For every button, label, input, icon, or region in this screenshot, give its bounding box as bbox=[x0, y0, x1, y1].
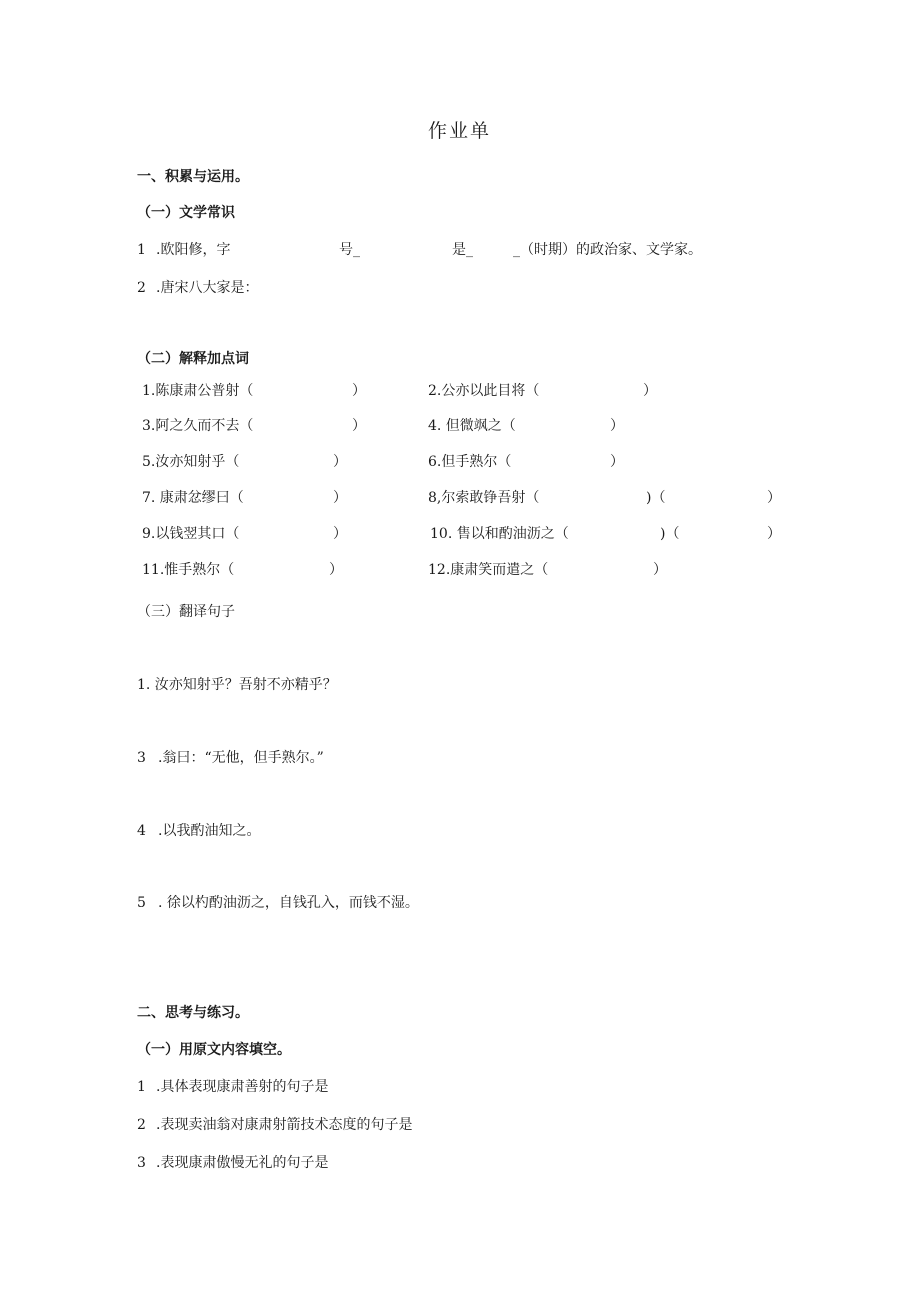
section-explain-words-heading: （二）解释加点词 bbox=[137, 351, 249, 367]
explain-item-11: 11.惟手熟尔（ bbox=[142, 562, 235, 578]
explain-item-9-close: ） bbox=[333, 526, 347, 542]
explain-item-1: 1.陈康肃公普射（ bbox=[142, 383, 254, 399]
q1-text-a: .欧阳修，字 bbox=[156, 242, 231, 258]
explain-item-8-mid: )（ bbox=[646, 490, 666, 506]
explain-item-6-close: ） bbox=[610, 454, 624, 470]
fill-item-3-number: 3 bbox=[137, 1155, 146, 1171]
translate-item-3-number: 3 bbox=[137, 750, 146, 766]
explain-item-8: 8,尔索敢铮吾射（ bbox=[428, 490, 540, 506]
section-translate-heading: （三）翻译句子 bbox=[137, 604, 235, 620]
fill-item-1: .具体表现康肃善射的句子是 bbox=[156, 1079, 329, 1095]
explain-item-7-close: ） bbox=[333, 490, 347, 506]
explain-item-7: 7. 康肃忿缪曰（ bbox=[142, 490, 244, 506]
explain-item-11-close: ） bbox=[329, 562, 343, 578]
explain-item-5: 5.汝亦知射乎（ bbox=[142, 454, 240, 470]
translate-item-4-number: 4 bbox=[137, 823, 146, 839]
explain-item-3-close: ） bbox=[352, 418, 366, 434]
explain-item-3: 3.阿之久而不去（ bbox=[142, 418, 254, 434]
translate-item-5-number: 5 bbox=[137, 895, 146, 911]
translate-item-5: . 徐以杓酌油沥之，自钱孔入，而钱不湿。 bbox=[158, 895, 419, 911]
explain-item-10: 10. 售以和酌油沥之（ bbox=[430, 526, 569, 542]
part1-heading: 一、积累与运用。 bbox=[137, 169, 249, 185]
explain-item-8-close: ） bbox=[767, 490, 781, 506]
q1-text-d: _（时期）的政治家、文学家。 bbox=[513, 242, 702, 258]
fill-item-2-number: 2 bbox=[137, 1117, 146, 1133]
page-title: 作业单 bbox=[428, 120, 492, 142]
explain-item-10-mid: )（ bbox=[660, 526, 680, 542]
explain-item-12-close: ） bbox=[653, 562, 667, 578]
q1-number: 1 bbox=[137, 242, 146, 258]
section-fill-blanks-heading: （一）用原文内容填空。 bbox=[137, 1042, 291, 1058]
fill-item-3: .表现康肃傲慢无礼的句子是 bbox=[156, 1155, 329, 1171]
fill-item-1-number: 1 bbox=[137, 1079, 146, 1095]
explain-item-6: 6.但手熟尔（ bbox=[428, 454, 512, 470]
explain-item-1-close: ） bbox=[352, 383, 366, 399]
translate-item-4: .以我酌油知之。 bbox=[158, 823, 261, 839]
section-literary-knowledge-heading: （一）文学常识 bbox=[137, 205, 235, 221]
explain-item-12: 12.康肃笑而遣之（ bbox=[428, 562, 549, 578]
q2-text: .唐宋八大家是： bbox=[156, 280, 259, 296]
translate-item-3: .翁曰：“无他，但手熟尔。” bbox=[158, 750, 324, 766]
explain-item-4-close: ） bbox=[610, 418, 624, 434]
fill-item-2: .表现卖油翁对康肃射箭技术态度的句子是 bbox=[156, 1117, 413, 1133]
part2-heading: 二、思考与练习。 bbox=[137, 1005, 249, 1021]
explain-item-4: 4. 但微飒之（ bbox=[428, 418, 516, 434]
explain-item-9: 9.以钱翌其口（ bbox=[142, 526, 240, 542]
q1-text-c: 是_ bbox=[452, 242, 473, 258]
explain-item-2: 2.公亦以此目将（ bbox=[428, 383, 540, 399]
q2-number: 2 bbox=[137, 280, 146, 296]
explain-item-2-close: ） bbox=[643, 383, 657, 399]
q1-text-b: 号_ bbox=[339, 242, 360, 258]
translate-item-1: 1. 汝亦知射乎？吾射不亦精乎？ bbox=[137, 677, 337, 693]
explain-item-5-close: ） bbox=[333, 454, 347, 470]
explain-item-10-close: ） bbox=[767, 526, 781, 542]
